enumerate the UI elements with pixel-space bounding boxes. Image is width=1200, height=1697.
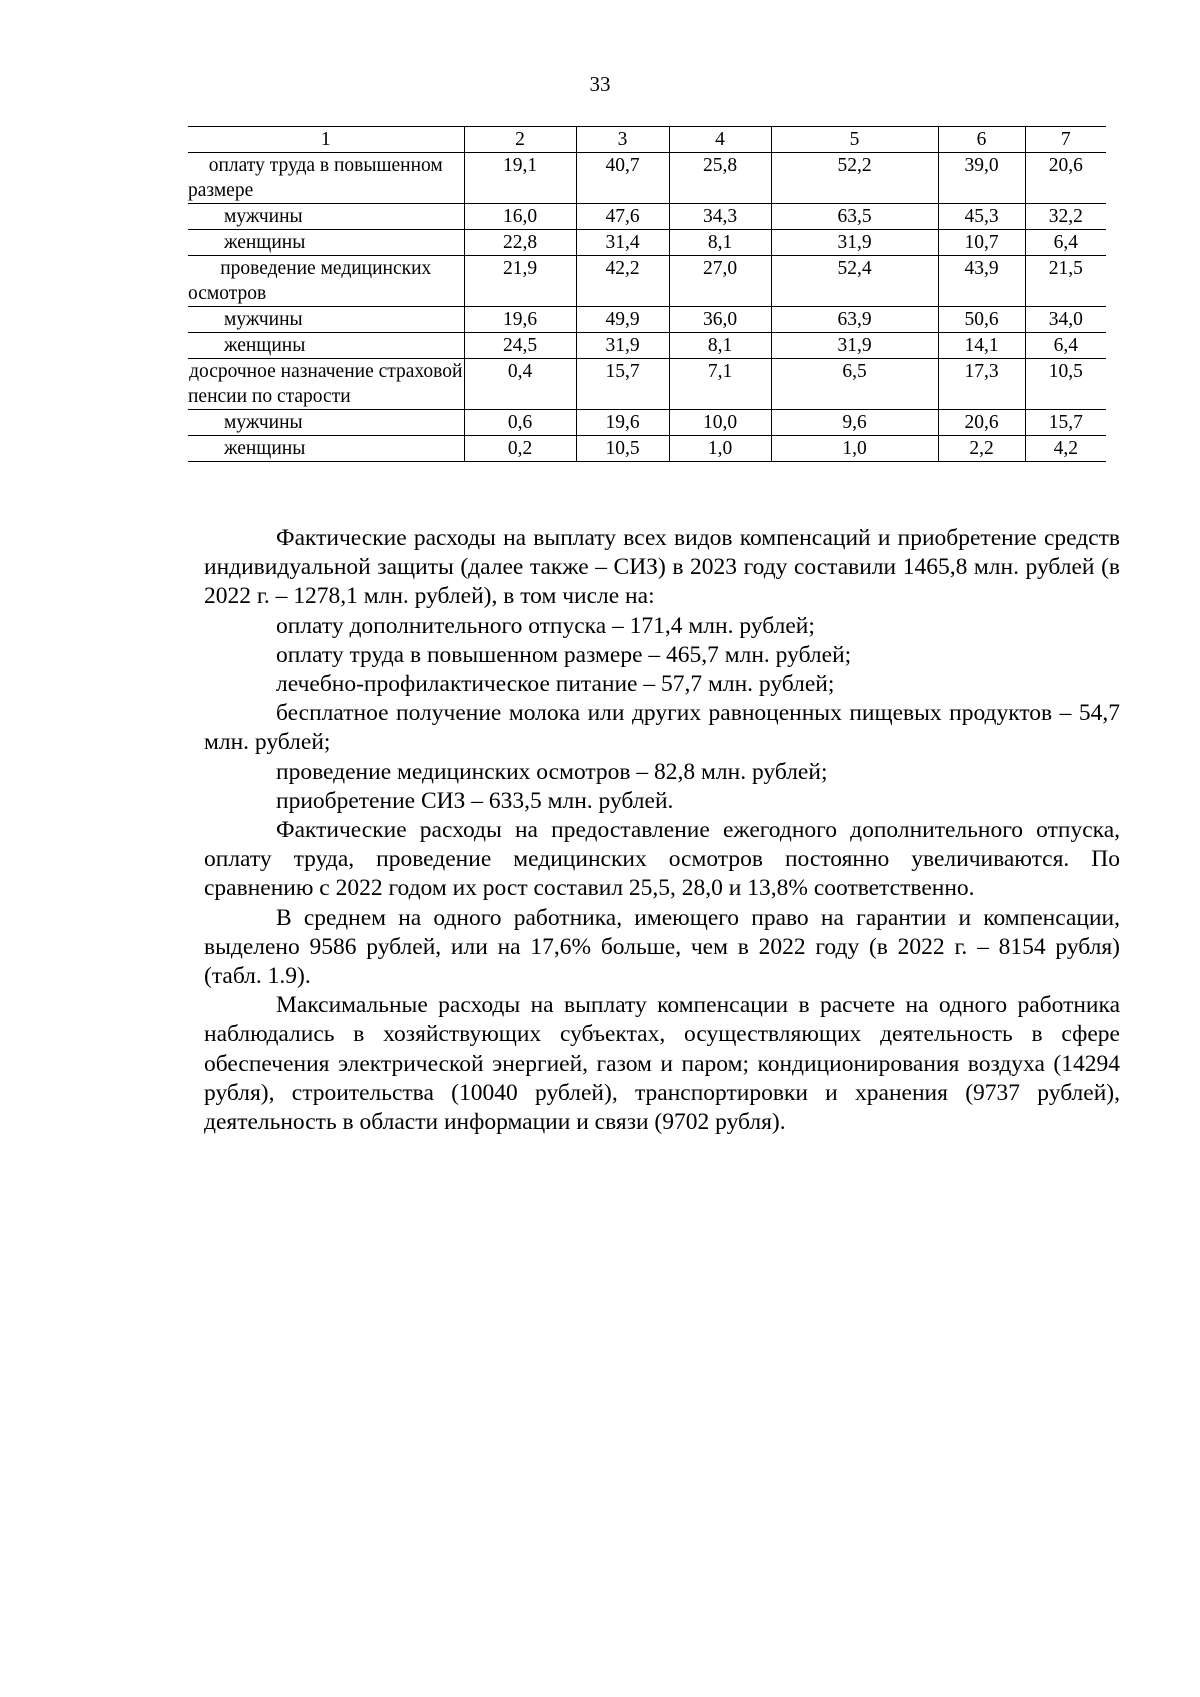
paragraph: Фактические расходы на предоставление ежегодного дополнительного отпуска, оплату труда, проведение медицинских осмотров постоянно увеличиваются. По сравнению с 2022 годом их рост составил 25,5, 28,0 и 13,8% соответственно. <box>204 817 1120 902</box>
table-cell: 0,4 <box>464 359 576 410</box>
table-cell: 17,3 <box>938 359 1025 410</box>
table-cell: 0,6 <box>464 410 576 436</box>
table-row <box>188 153 1106 204</box>
table-cell: 36,0 <box>669 307 771 333</box>
table-cell: 8,1 <box>669 333 771 359</box>
table-cell: 25,8 <box>669 153 771 204</box>
list-item: бесплатное получение молока или других равноценных пищевых продуктов – 54,7 млн. рублей; <box>204 700 1120 756</box>
table-row <box>188 307 1106 333</box>
table-cell: 31,4 <box>576 230 669 256</box>
column-header: 4 <box>669 127 771 153</box>
table-cell: 2,2 <box>938 436 1025 462</box>
table-cell: 63,5 <box>771 204 938 230</box>
page-number: 33 <box>589 72 611 96</box>
table-cell: 9,6 <box>771 410 938 436</box>
column-header: 6 <box>938 127 1025 153</box>
table-cell: 32,2 <box>1025 204 1106 230</box>
list-item: оплату труда в повышенном размере – 465,7 млн. рублей; <box>276 641 852 668</box>
table-cell: 52,2 <box>771 153 938 204</box>
table-cell: 21,5 <box>1025 256 1106 307</box>
column-header: 2 <box>464 127 576 153</box>
table-cell: 16,0 <box>464 204 576 230</box>
table-cell: 31,9 <box>771 333 938 359</box>
column-header: 3 <box>576 127 669 153</box>
table-row <box>188 256 1106 307</box>
table-row <box>188 410 1106 436</box>
table-cell: 8,1 <box>669 230 771 256</box>
row-label: женщины <box>188 230 464 256</box>
row-label: женщины <box>188 333 464 359</box>
table-cell: 19,6 <box>576 410 669 436</box>
table-cell: 6,5 <box>771 359 938 410</box>
row-label: досрочное назначение страховой пенсии по старости <box>188 359 464 410</box>
list-item: приобретение СИЗ – 633,5 млн. рублей. <box>276 787 674 814</box>
table-cell: 34,3 <box>669 204 771 230</box>
row-label: оплату труда в повышенном размере <box>188 153 464 204</box>
table-cell: 14,1 <box>938 333 1025 359</box>
table-cell: 15,7 <box>1025 410 1106 436</box>
paragraph: Максимальные расходы на выплату компенсации в расчете на одного работника наблюдались в хозяйствующих субъектах, осуществляющих деятельность в сфере обеспечения электрической энергией, газом и паром; кондиционирования воздуха (14294 рубля), строительства (10040 рублей), транспортировки и хранения (9737 рублей), деятельность в области информации и связи (9702 рубля). <box>204 992 1120 1136</box>
table-cell: 0,2 <box>464 436 576 462</box>
table-cell: 31,9 <box>576 333 669 359</box>
table-header-row <box>188 127 1106 153</box>
table-cell: 22,8 <box>464 230 576 256</box>
column-header: 1 <box>188 127 464 153</box>
table-cell: 10,5 <box>576 436 669 462</box>
table-cell: 45,3 <box>938 204 1025 230</box>
table-cell: 34,0 <box>1025 307 1106 333</box>
table-cell: 10,7 <box>938 230 1025 256</box>
list-item: оплату дополнительного отпуска – 171,4 млн. рублей; <box>276 612 815 639</box>
table-cell: 7,1 <box>669 359 771 410</box>
table-cell: 19,6 <box>464 307 576 333</box>
table-cell: 50,6 <box>938 307 1025 333</box>
table-cell: 47,6 <box>576 204 669 230</box>
table-cell: 40,7 <box>576 153 669 204</box>
row-label: мужчины <box>188 204 464 230</box>
table-cell: 19,1 <box>464 153 576 204</box>
table-cell: 21,9 <box>464 256 576 307</box>
column-header: 5 <box>771 127 938 153</box>
table-cell: 10,0 <box>669 410 771 436</box>
table-cell: 27,0 <box>669 256 771 307</box>
table-cell: 4,2 <box>1025 436 1106 462</box>
table-cell: 15,7 <box>576 359 669 410</box>
table-cell: 63,9 <box>771 307 938 333</box>
table-cell: 24,5 <box>464 333 576 359</box>
row-label: проведение медицинских осмотров <box>188 256 464 307</box>
paragraph: В среднем на одного работника, имеющего право на гарантии и компенсации, выделено 9586 рублей, или на 17,6% больше, чем в 2022 году (в 2022 г. – 8154 рубля) (табл. 1.9). <box>204 904 1120 990</box>
list-item: проведение медицинских осмотров – 82,8 млн. рублей; <box>276 758 828 785</box>
row-label: мужчины <box>188 307 464 333</box>
table-row <box>188 359 1106 410</box>
list-item: лечебно-профилактическое питание – 57,7 млн. рублей; <box>276 671 835 698</box>
table-cell: 20,6 <box>938 410 1025 436</box>
table-cell: 10,5 <box>1025 359 1106 410</box>
statistics-table <box>188 126 1106 462</box>
table-row <box>188 333 1106 359</box>
table-cell: 6,4 <box>1025 230 1106 256</box>
table-cell: 20,6 <box>1025 153 1106 204</box>
table-cell: 42,2 <box>576 256 669 307</box>
column-header: 7 <box>1025 127 1106 153</box>
table-cell: 39,0 <box>938 153 1025 204</box>
table-cell: 1,0 <box>669 436 771 462</box>
table-row <box>188 436 1106 462</box>
row-label: женщины <box>188 436 464 462</box>
table-cell: 31,9 <box>771 230 938 256</box>
paragraph: Фактические расходы на выплату всех видов компенсаций и приобретение средств индивидуальной защиты (далее также – СИЗ) в 2023 году составили 1465,8 млн. рублей (в 2022 г. – 1278,1 млн. рублей), в том числе на: <box>204 525 1120 610</box>
table-cell: 6,4 <box>1025 333 1106 359</box>
table-cell: 52,4 <box>771 256 938 307</box>
table-cell: 1,0 <box>771 436 938 462</box>
table-cell: 43,9 <box>938 256 1025 307</box>
table-cell: 49,9 <box>576 307 669 333</box>
table-row <box>188 230 1106 256</box>
row-label: мужчины <box>188 410 464 436</box>
body-text <box>204 524 1120 1137</box>
table-row <box>188 204 1106 230</box>
